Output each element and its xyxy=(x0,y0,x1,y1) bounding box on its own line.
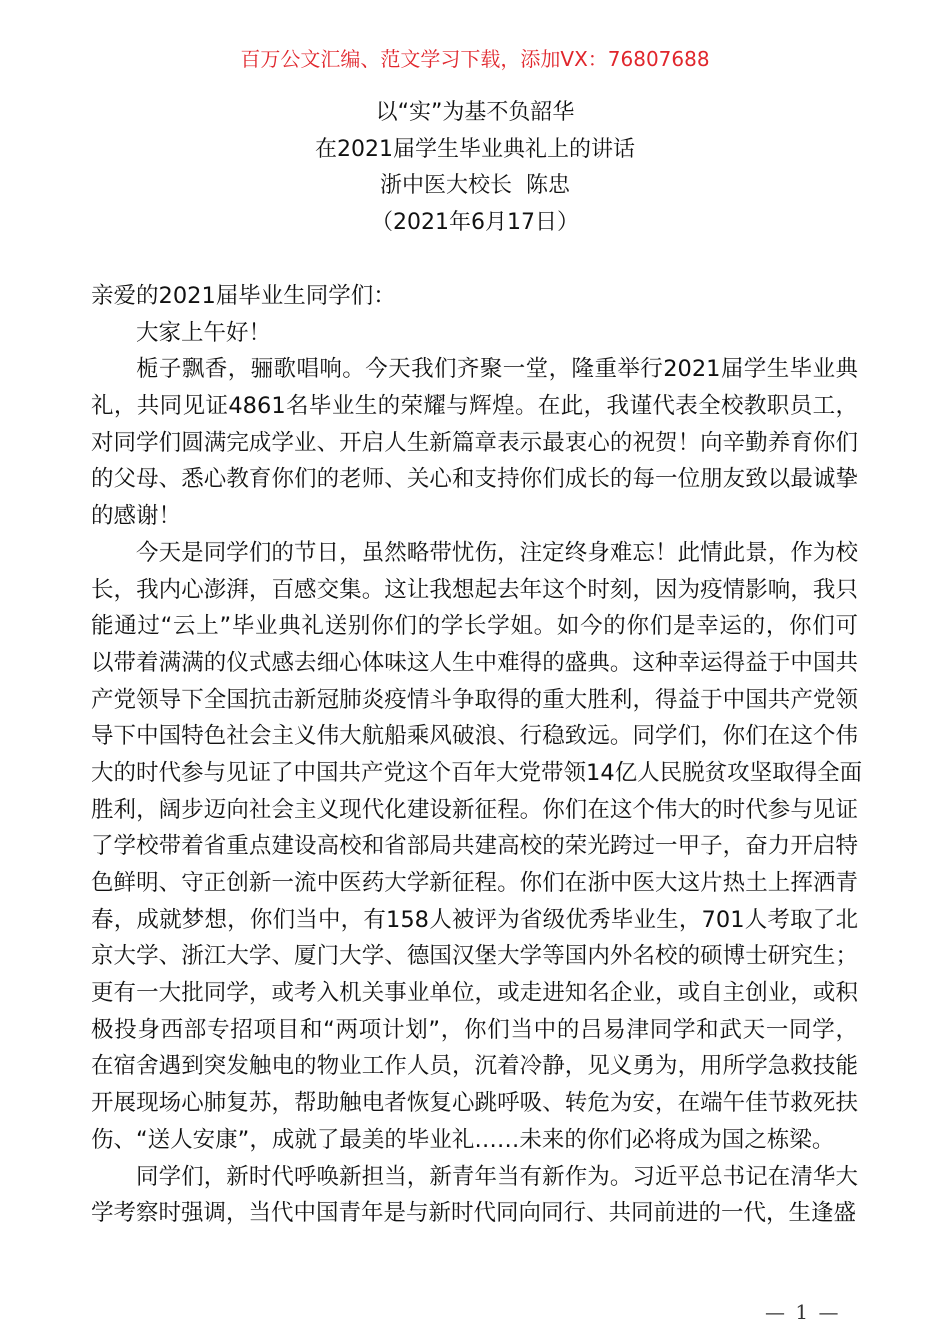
paragraph-line: 能通过“云上”毕业典礼送别你们的学长学姐。如今的你们是幸运的，你们可 xyxy=(91,613,858,640)
paragraph-line: 长，我内心澎湃，百感交集。这让我想起去年这个时刻，因为疫情影响，我只 xyxy=(91,576,858,603)
paragraph-line: 今天是同学们的节日，虽然略带忧伤，注定终身难忘！此情此景，作为校 xyxy=(136,539,858,566)
watermark-banner: 百万公文汇编、范文学习下载，添加VX：76807688 xyxy=(240,47,710,71)
paragraph-line: 同学们，新时代呼唤新担当，新青年当有新作为。习近平总书记在清华大 xyxy=(136,1163,858,1190)
document-header xyxy=(0,95,950,241)
paragraph-line: 春，成就梦想，你们当中，有158人被评为省级优秀毕业生，701人考取了北 xyxy=(91,906,858,933)
paragraph-line: 大家上午好！ xyxy=(136,319,272,346)
speaker: 浙中医大校长 陈忠 xyxy=(380,173,570,198)
salutation: 亲爱的2021届毕业生同学们： xyxy=(91,283,396,309)
paragraph-line: 礼，共同见证4861名毕业生的荣耀与辉煌。在此，我谨代表全校教职员工， xyxy=(91,393,858,420)
paragraph-line: 以带着满满的仪式感去细心体味这人生中难得的盛典。这种幸运得益于中国共 xyxy=(91,649,858,676)
document-title: 以“实”为基不负韶华 xyxy=(375,100,575,125)
paragraph-line: 在宿舍遇到突发触电的物业工作人员，沉着冷静，见义勇为，用所学急救技能 xyxy=(91,1053,858,1080)
document-subtitle: 在2021届学生毕业典礼上的讲话 xyxy=(315,136,635,162)
paragraph-line: 京大学、浙江大学、厦门大学、德国汉堡大学等国内外名校的硕博士研究生； xyxy=(91,943,858,970)
paragraph-line: 导下中国特色社会主义伟大航船乘风破浪、行稳致远。同学们，你们在这个伟 xyxy=(91,723,858,750)
paragraph-line: 开展现场心肺复苏，帮助触电者恢复心跳呼吸、转危为安，在端午佳节救死扶 xyxy=(91,1090,858,1117)
paragraph-line: 胜利，阔步迈向社会主义现代化建设新征程。你们在这个伟大的时代参与见证 xyxy=(91,796,858,823)
speech-date: （2021年6月17日） xyxy=(371,209,579,235)
paragraph-line: 栀子飘香，骊歌唱响。今天我们齐聚一堂，隆重举行2021届学生毕业典 xyxy=(136,356,858,383)
paragraph-line: 了学校带着省重点建设高校和省部局共建高校的荣光跨过一甲子，奋力开启特 xyxy=(91,833,858,860)
paragraph-line: 学考察时强调，当代中国青年是与新时代同向同行、共同前进的一代，生逢盛 xyxy=(91,1200,857,1227)
page-number: — 1 — xyxy=(765,1300,841,1324)
paragraph-line: 大的时代参与见证了中国共产党这个百年大党带领14亿人民脱贫攻坚取得全面 xyxy=(91,759,863,786)
paragraph-line: 的父母、悉心教育你们的老师、关心和支持你们成长的每一位朋友致以最诚挚 xyxy=(91,466,858,493)
paragraph-line: 伤、“送人安康”，成就了最美的毕业礼……未来的你们必将成为国之栋梁。 xyxy=(91,1126,835,1153)
paragraph-line: 产党领导下全国抗击新冠肺炎疫情斗争取得的重大胜利，得益于中国共产党领 xyxy=(91,686,858,713)
paragraph-line: 极投身西部专招项目和“两项计划”，你们当中的吕易津同学和武天一同学， xyxy=(91,1016,858,1043)
paragraph-line: 更有一大批同学，或考入机关事业单位，或走进知名企业，或自主创业，或积 xyxy=(91,980,858,1007)
paragraph-line: 色鲜明、守正创新一流中医药大学新征程。你们在浙中医大这片热土上挥洒青 xyxy=(91,870,858,896)
paragraph-line: 的感谢！ xyxy=(91,503,182,530)
paragraph-line: 对同学们圆满完成学业、开启人生新篇章表示最衷心的祝贺！向辛勤养育你们 xyxy=(91,429,858,456)
document-body xyxy=(91,278,863,1232)
